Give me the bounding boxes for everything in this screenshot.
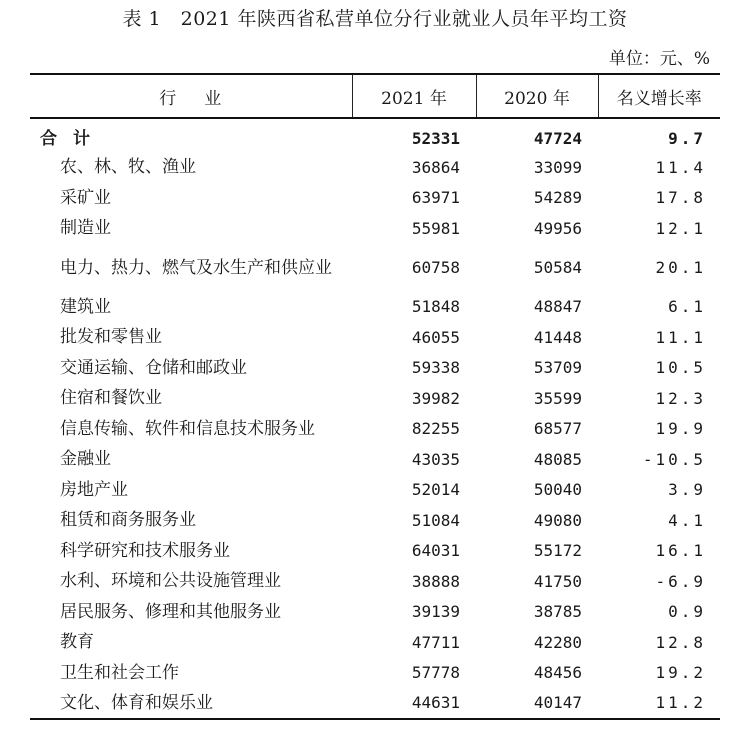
value-2021-cell: 57778 [411, 663, 460, 683]
industry-cell: 采矿业 [60, 187, 111, 208]
value-2021-cell: 39139 [411, 602, 460, 622]
value-2020-cell: 55172 [533, 541, 582, 561]
value-2021-cell: 43035 [411, 449, 460, 469]
industry-cell: 制造业 [60, 218, 111, 239]
table-row [30, 414, 720, 445]
table-row [30, 658, 720, 689]
unit-label: 单位：元、% [608, 49, 710, 69]
value-2020-cell: 41750 [533, 571, 582, 591]
industry-cell: 金融业 [60, 449, 111, 470]
growth-cell: -6.9 [655, 571, 706, 591]
table-row [30, 152, 720, 183]
value-2021-cell: 46055 [411, 327, 460, 347]
table-row [30, 244, 720, 292]
growth-cell: 12.1 [655, 218, 706, 238]
growth-cell: 17.8 [655, 188, 706, 208]
growth-cell: 12.3 [655, 388, 706, 408]
industry-cell: 卫生和社会工作 [60, 662, 179, 683]
table-row [30, 292, 720, 323]
growth-cell: 11.4 [655, 157, 706, 177]
industry-cell: 租赁和商务服务业 [60, 510, 196, 531]
value-2020-cell: 48085 [533, 449, 582, 469]
table-row [30, 536, 720, 567]
table-row [30, 566, 720, 597]
value-2020-cell: 49956 [533, 218, 582, 238]
header-industry: 行业 [30, 74, 352, 118]
industry-cell: 建筑业 [60, 296, 111, 317]
value-2021-cell: 39982 [411, 388, 460, 408]
value-2021-cell: 82255 [411, 419, 460, 439]
table-row [30, 383, 720, 414]
total-row [30, 118, 720, 152]
value-2021-cell: 52014 [411, 480, 460, 500]
value-2021-cell: 36864 [411, 157, 460, 177]
value-2021-cell: 60758 [411, 258, 460, 277]
value-2020-cell: 41448 [533, 327, 582, 347]
value-2020-cell: 53709 [533, 358, 582, 378]
value-2021-cell: 55981 [411, 218, 460, 238]
table-row [30, 353, 720, 384]
industry-cell: 科学研究和技术服务业 [60, 540, 230, 561]
growth-cell: 12.8 [655, 632, 706, 652]
growth-cell: 11.2 [598, 688, 720, 719]
value-2020-cell: 48456 [533, 663, 582, 683]
industry-cell: 农、林、牧、渔业 [60, 157, 196, 178]
table-row [30, 183, 720, 214]
total-growth: 9.7 [668, 129, 706, 148]
industry-cell: 电力、热力、燃气及水生产和供应业 [60, 257, 332, 278]
growth-cell: 6.1 [668, 297, 706, 317]
industry-cell: 居民服务、修理和其他服务业 [60, 601, 281, 622]
header-growth: 名义增长率 [598, 74, 720, 118]
table-row [30, 444, 720, 475]
table-row [30, 475, 720, 506]
header-row [30, 74, 720, 118]
value-2020-cell: 49080 [533, 510, 582, 530]
value-2020-cell: 50584 [533, 258, 582, 277]
table-row [30, 688, 720, 719]
growth-cell: 11.1 [655, 327, 706, 347]
growth-cell: 10.5 [655, 358, 706, 378]
value-2021-cell: 64031 [411, 541, 460, 561]
value-2021-cell: 59338 [411, 358, 460, 378]
industry-cell: 房地产业 [60, 479, 128, 500]
value-2020-cell: 68577 [533, 419, 582, 439]
growth-cell: 20.1 [655, 258, 706, 277]
value-2021-cell: 38888 [411, 571, 460, 591]
header-2020: 2020 年 [476, 74, 598, 118]
total-label: 合计 [40, 128, 106, 149]
header-2021: 2021 年 [352, 74, 476, 118]
value-2020-cell: 40147 [476, 688, 598, 719]
industry-cell: 教育 [60, 632, 94, 653]
growth-cell: 19.2 [655, 663, 706, 683]
value-2020-cell: 35599 [533, 388, 582, 408]
growth-cell: 19.9 [655, 419, 706, 439]
total-2021: 52331 [411, 129, 460, 148]
industry-cell: 信息传输、软件和信息技术服务业 [60, 418, 315, 439]
value-2020-cell: 33099 [533, 157, 582, 177]
table-title: 表 1 2021 年陕西省私营单位分行业就业人员年平均工资 [122, 8, 628, 30]
value-2020-cell: 42280 [533, 632, 582, 652]
value-2021-cell: 63971 [411, 188, 460, 208]
table-row [30, 505, 720, 536]
growth-cell: 3.9 [668, 480, 706, 500]
value-2021-cell: 51084 [411, 510, 460, 530]
value-2020-cell: 38785 [533, 602, 582, 622]
value-2020-cell: 48847 [533, 297, 582, 317]
table-row [30, 213, 720, 244]
table-row [30, 322, 720, 353]
industry-cell: 交通运输、仓储和邮政业 [60, 357, 247, 378]
table-row [30, 627, 720, 658]
growth-cell: 16.1 [655, 541, 706, 561]
industry-cell: 住宿和餐饮业 [60, 388, 162, 409]
table-row [30, 597, 720, 628]
industry-cell: 批发和零售业 [60, 327, 162, 348]
industry-cell: 水利、环境和公共设施管理业 [60, 571, 281, 592]
value-2020-cell: 54289 [533, 188, 582, 208]
growth-cell: -10.5 [642, 449, 706, 469]
wage-table [30, 73, 720, 720]
industry-cell: 文化、体育和娱乐业 [30, 688, 352, 719]
total-2020: 47724 [533, 129, 582, 148]
growth-cell: 0.9 [668, 602, 706, 622]
value-2021-cell: 51848 [411, 297, 460, 317]
growth-cell: 4.1 [668, 510, 706, 530]
value-2021-cell: 44631 [352, 688, 476, 719]
value-2020-cell: 50040 [533, 480, 582, 500]
value-2021-cell: 47711 [411, 632, 460, 652]
